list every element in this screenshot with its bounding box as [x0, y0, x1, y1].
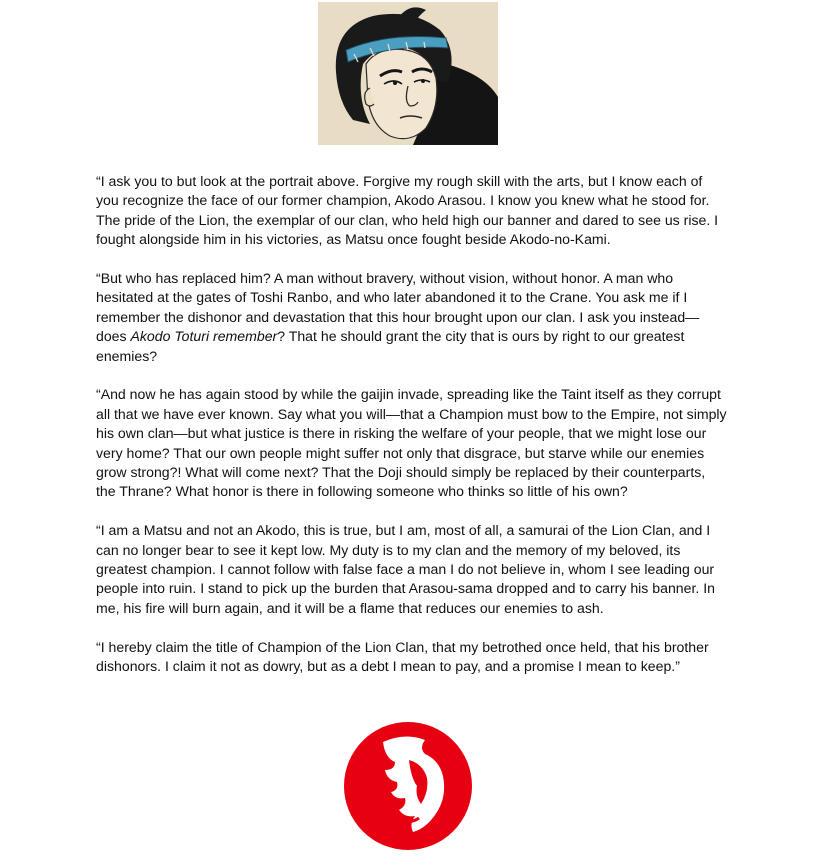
- speech-text: [96, 172, 728, 696]
- paragraph-4: “I am a Matsu and not an Akodo, this is true, but I am, most of all, a samurai of the Lion Clan, and I can no longer bear to see it kept low. My duty is to my clan and the memory of my beloved, its greatest champion. I cannot follow with false face a man I do not believe in, whom I see leading our people into ruin. I stand to pick up the burden that Arasou-sama dropped and to carry his banner. In me, his fire will burn again, and it will be a flame that reduces our enemies to ash.: [96, 522, 715, 616]
- paragraph-2-emphasis: Akodo Toturi remember: [130, 328, 278, 345]
- lion-clan-emblem: [339, 720, 477, 852]
- lion-clan-mon-icon: [339, 720, 477, 852]
- paragraph-2: [96, 269, 728, 366]
- paragraph-5: “I hereby claim the title of Champion of the Lion Clan, that my betrothed once held, that his brother dishonors. I claim it not as dowry, but as a debt I mean to pay, and a promise I mean to keep.”: [96, 638, 709, 675]
- paragraph-2-end: ? That he should grant the city that is ours by right to our greatest enemies?: [96, 328, 685, 364]
- paragraph-3: “And now he has again stood by while the gaijin invade, spreading like the Taint itself as they corrupt all that we have ever known. Say what you will—that a Champion must bow to the Empire, not simply his own clan—but what justice is there in risking the welfare of your people, that we might lose our very home? That our own people might suffer not only that disgrace, but starve while our enemies grow strong?! What will come next? That the Doji should simply be replaced by their counterparts, the Thrane? What honor is there in following someone who thinks so little of his own?: [96, 386, 727, 500]
- paragraph-1: “I ask you to but look at the portrait above. Forgive my rough skill with the arts, but I know each of you recognize the face of our former champion, Akodo Arasou. I know you knew what he stood for. The pride of the Lion, the exemplar of our clan, who held high our banner and dared to see us rise. I fought alongside him in his victories, as Matsu once fought beside Akodo-no-Kami.: [96, 173, 719, 248]
- portrait-image: [318, 2, 498, 145]
- paragraph-2-start: “But who has replaced him? A man without bravery, without vision, without honor. A man who hesitated at the gates of Toshi Ranbo, and who later abandoned it to the Crane. You ask me if I remember the dishonor and devastation that this hour brought upon our clan. I ask you instead—does: [96, 270, 700, 345]
- samurai-portrait-icon: [318, 2, 498, 145]
